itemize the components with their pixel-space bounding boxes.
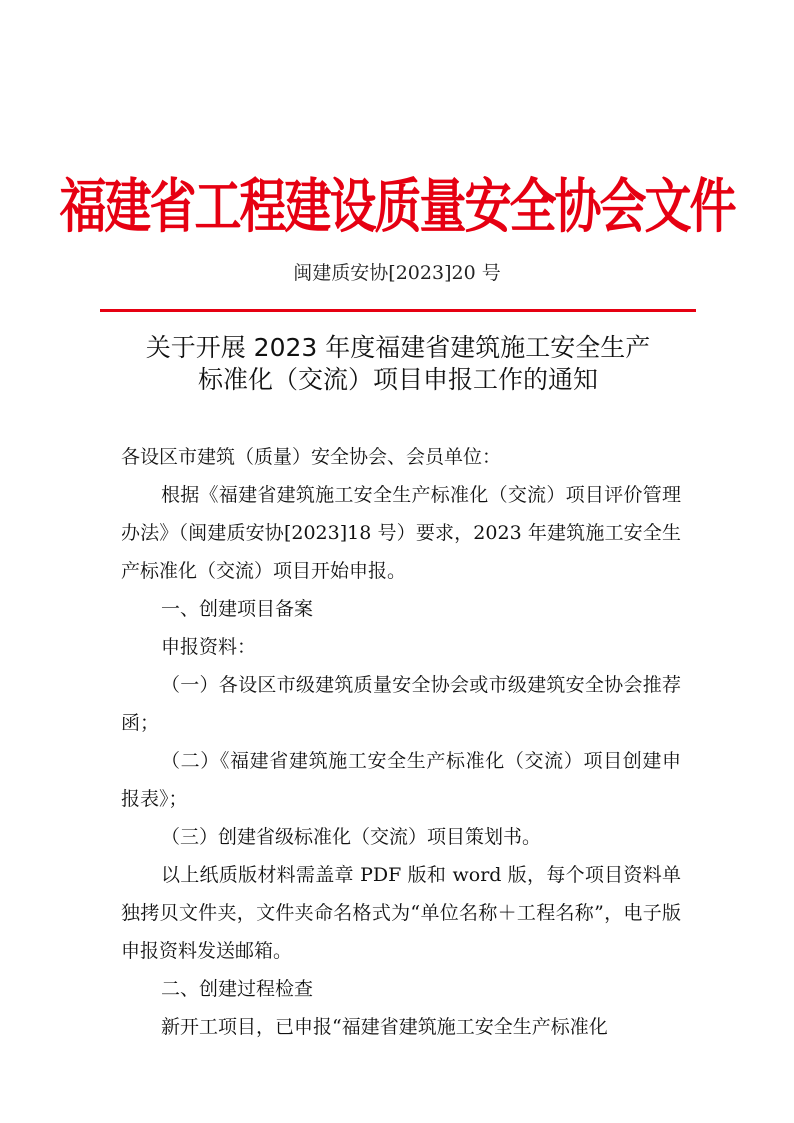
salutation: 各设区市建筑（质量）安全协会、会员单位： [121,446,502,468]
paragraph: 根据《福建省建筑施工安全生产标准化（交流）项目评价管理办法》（闽建质安协[2023]18 号）要求，2023 年建筑施工安全生产标准化（交流）项目开始申报。 [121,484,681,582]
list-item: （二）《福建省建筑施工安全生产标准化（交流）项目创建申报表》； [121,750,681,810]
notice-title-line-1: 关于开展 2023 年度福建省建筑施工安全生产 [145,333,651,362]
document-number: 闽建质安协[2023]20 号 [293,262,501,284]
list-item: （一）各设区市级建筑质量安全协会或市级建筑安全协会推荐函； [121,674,681,734]
materials-label: 申报资料： [161,636,257,658]
paragraph: 以上纸质版材料需盖章 PDF 版和 word 版，每个项目资料单独拷贝文件夹，文件夹命名格式为“单位名称＋工程名称”，电子版申报资料发送邮箱。 [121,864,681,962]
list-item: （三）创建省级标准化（交流）项目策划书。 [161,826,542,848]
red-divider [100,309,696,312]
paragraph: 新开工项目，已申报“福建省建筑施工安全生产标准化 [161,1016,608,1038]
notice-title-line-2: 标准化（交流）项目申报工作的通知 [197,365,598,394]
document-body [121,438,681,1046]
document-header-title: 福建省工程建设质量安全协会文件 [59,172,735,242]
notice-title [100,332,696,396]
section-heading: 一、创建项目备案 [161,598,314,620]
section-heading: 二、创建过程检查 [161,978,314,1000]
